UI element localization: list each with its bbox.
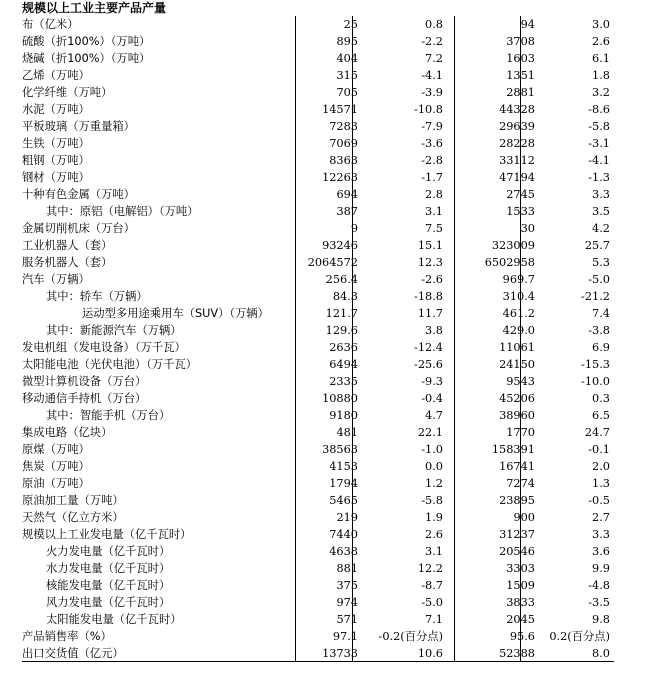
cumulative-value-cell: 9543 (506, 375, 535, 388)
column-divider (295, 16, 296, 662)
cumulative-value-cell: 429.0 (502, 324, 535, 337)
table-row (22, 407, 614, 424)
current-month-growth-cell: 1.2 (425, 477, 443, 490)
current-month-growth-cell: 2.6 (425, 528, 443, 541)
table-row (22, 594, 614, 611)
cumulative-value-cell: 7274 (506, 477, 535, 490)
cumulative-value-cell: 2881 (506, 86, 535, 99)
product-name-cell: 火力发电量（亿千瓦时） (46, 545, 171, 558)
current-month-value-cell: 93246 (322, 239, 358, 252)
cumulative-growth-cell: -5.8 (588, 120, 610, 133)
product-name-cell: 金属切削机床（万台） (22, 222, 135, 235)
current-month-value-cell: 1794 (329, 477, 358, 490)
table-row (22, 611, 614, 628)
current-month-value-cell: 9 (350, 222, 358, 235)
cumulative-growth-cell: 5.3 (592, 256, 610, 269)
current-month-growth-cell: -18.8 (414, 290, 443, 303)
cumulative-value-cell: 29639 (499, 120, 535, 133)
cumulative-growth-cell: -8.6 (588, 103, 610, 116)
product-name-cell: 十种有色金属（万吨） (22, 188, 135, 201)
cumulative-value-cell: 3833 (506, 596, 535, 609)
product-name-cell: 其中：原铝（电解铝）（万吨） (46, 205, 199, 218)
table-row (22, 424, 614, 441)
cumulative-growth-cell: 24.7 (584, 426, 610, 439)
cumulative-value-cell: 23895 (499, 494, 535, 507)
cumulative-value-cell: 47194 (499, 171, 535, 184)
product-name-cell: 化学纤维（万吨） (22, 86, 113, 99)
cumulative-growth-cell: 3.3 (592, 528, 610, 541)
cumulative-growth-cell: 3.5 (592, 205, 610, 218)
cumulative-growth-cell: 25.7 (584, 239, 610, 252)
cumulative-growth-cell: -3.1 (588, 137, 610, 150)
current-month-growth-cell: 7.2 (425, 52, 443, 65)
table-row (22, 152, 614, 169)
product-name-cell: 太阳能发电量（亿千瓦时） (46, 613, 182, 626)
product-name-cell: 服务机器人（套） (22, 256, 113, 269)
current-month-growth-cell: 15.1 (417, 239, 443, 252)
cumulative-value-cell: 1770 (506, 426, 535, 439)
product-name-cell: 规模以上工业发电量（亿千瓦时） (22, 528, 192, 541)
cumulative-value-cell: 30 (520, 222, 535, 235)
table-row (22, 50, 614, 67)
current-month-value-cell: 7283 (329, 120, 358, 133)
product-name-cell: 乙烯（万吨） (22, 69, 90, 82)
product-name-cell: 天然气（亿立方米） (22, 511, 124, 524)
current-month-growth-cell: -1.7 (421, 171, 443, 184)
current-month-value-cell: 6494 (329, 358, 358, 371)
table-row (22, 526, 614, 543)
cumulative-growth-cell: -5.0 (588, 273, 610, 286)
product-name-cell: 焦炭（万吨） (22, 460, 90, 473)
cumulative-growth-cell: 7.4 (592, 307, 610, 320)
cumulative-value-cell: 38960 (499, 409, 535, 422)
product-name-cell: 其中：智能手机（万台） (46, 409, 171, 422)
current-month-value-cell: 38563 (322, 443, 358, 456)
current-month-value-cell: 4153 (329, 460, 358, 473)
cumulative-growth-cell: -4.1 (588, 154, 610, 167)
table-row (22, 441, 614, 458)
table-bottom-border (22, 661, 614, 662)
current-month-growth-cell: -4.1 (421, 69, 443, 82)
cumulative-value-cell: 28228 (499, 137, 535, 150)
current-month-growth-cell: 1.9 (425, 511, 443, 524)
current-month-value-cell: 14571 (322, 103, 358, 116)
cumulative-value-cell: 3303 (506, 562, 535, 575)
product-name-cell: 其中：轿车（万辆） (46, 290, 148, 303)
current-month-value-cell: 571 (336, 613, 358, 626)
current-month-growth-cell: -1.0 (421, 443, 443, 456)
product-name-cell: 集成电路（亿块） (22, 426, 113, 439)
cumulative-growth-cell: 6.5 (592, 409, 610, 422)
cumulative-value-cell: 6502958 (484, 256, 535, 269)
product-name-cell: 生铁（万吨） (22, 137, 90, 150)
product-name-cell: 烧碱（折100%）（万吨） (22, 52, 151, 65)
table-row (22, 101, 614, 118)
current-month-growth-cell: -9.3 (421, 375, 443, 388)
cumulative-growth-cell: 3.0 (592, 18, 610, 31)
cumulative-growth-cell: 8.0 (592, 647, 610, 660)
table-row (22, 186, 614, 203)
column-divider (352, 16, 353, 662)
product-name-cell: 硫酸（折100%）（万吨） (22, 35, 151, 48)
current-month-value-cell: 2636 (329, 341, 358, 354)
current-month-value-cell: 9180 (329, 409, 358, 422)
cumulative-value-cell: 1533 (506, 205, 535, 218)
current-month-value-cell: 25 (343, 18, 358, 31)
product-name-cell: 移动通信手持机（万台） (22, 392, 147, 405)
current-month-growth-cell: 7.1 (425, 613, 443, 626)
cumulative-growth-cell: -0.5 (588, 494, 610, 507)
cumulative-value-cell: 95.6 (509, 630, 535, 643)
current-month-growth-cell: 3.8 (425, 324, 443, 337)
cumulative-value-cell: 3708 (506, 35, 535, 48)
current-month-value-cell: 705 (336, 86, 358, 99)
cumulative-value-cell: 31237 (499, 528, 535, 541)
current-month-growth-cell: 12.3 (417, 256, 443, 269)
current-month-value-cell: 256.4 (325, 273, 358, 286)
table-row (22, 577, 614, 594)
current-month-growth-cell: -2.8 (421, 154, 443, 167)
product-name-cell: 水力发电量（亿千瓦时） (46, 562, 171, 575)
cumulative-growth-cell: 2.7 (592, 511, 610, 524)
cumulative-value-cell: 323009 (491, 239, 535, 252)
table-row (22, 135, 614, 152)
table-row (22, 237, 614, 254)
current-month-value-cell: 974 (336, 596, 358, 609)
current-month-value-cell: 404 (336, 52, 358, 65)
cumulative-growth-cell: -21.2 (581, 290, 610, 303)
cumulative-value-cell: 11061 (499, 341, 535, 354)
current-month-growth-cell: -7.9 (421, 120, 443, 133)
current-month-value-cell: 121.7 (325, 307, 358, 320)
current-month-growth-cell: 0.0 (425, 460, 443, 473)
current-month-growth-cell: -0.2(百分点) (378, 630, 443, 643)
product-name-cell: 太阳能电池（光伏电池）（万千瓦） (22, 358, 198, 371)
cumulative-growth-cell: 3.3 (592, 188, 610, 201)
cumulative-growth-cell: 9.8 (592, 613, 610, 626)
table-row (22, 645, 614, 662)
cumulative-value-cell: 45206 (499, 392, 535, 405)
current-month-value-cell: 129.6 (325, 324, 358, 337)
cumulative-growth-cell: -4.8 (588, 579, 610, 592)
cumulative-value-cell: 2045 (506, 613, 535, 626)
table-row (22, 509, 614, 526)
current-month-growth-cell: 10.6 (417, 647, 443, 660)
cumulative-growth-cell: -3.8 (588, 324, 610, 337)
cumulative-growth-cell: -10.0 (581, 375, 610, 388)
cumulative-value-cell: 900 (513, 511, 535, 524)
current-month-value-cell: 219 (336, 511, 358, 524)
table-row (22, 118, 614, 135)
product-name-cell: 粗钢（万吨） (22, 154, 90, 167)
product-name-cell: 原油加工量（万吨） (22, 494, 124, 507)
cumulative-value-cell: 1509 (506, 579, 535, 592)
table-row (22, 16, 614, 33)
cumulative-growth-cell: 0.3 (592, 392, 610, 405)
table-row (22, 67, 614, 84)
product-name-cell: 水泥（万吨） (22, 103, 90, 116)
current-month-value-cell: 2064572 (307, 256, 358, 269)
cumulative-value-cell: 94 (520, 18, 535, 31)
cumulative-value-cell: 1351 (506, 69, 535, 82)
table-row (22, 492, 614, 509)
current-month-growth-cell: -5.8 (421, 494, 443, 507)
table-row (22, 220, 614, 237)
current-month-value-cell: 2335 (329, 375, 358, 388)
current-month-growth-cell: -0.4 (421, 392, 443, 405)
cumulative-value-cell: 310.4 (502, 290, 535, 303)
cumulative-growth-cell: 0.2(百分点) (549, 630, 610, 643)
table-row (22, 543, 614, 560)
cumulative-value-cell: 33112 (499, 154, 535, 167)
table-row (22, 169, 614, 186)
current-month-growth-cell: -2.2 (421, 35, 443, 48)
product-name-cell: 运动型多用途乘用车（SUV）（万辆） (82, 307, 269, 320)
current-month-value-cell: 84.3 (332, 290, 358, 303)
current-month-value-cell: 895 (336, 35, 358, 48)
table-row (22, 33, 614, 50)
current-month-value-cell: 481 (336, 426, 358, 439)
current-month-growth-cell: -12.4 (414, 341, 443, 354)
product-name-cell: 其中：新能源汽车（万辆） (46, 324, 182, 337)
cumulative-value-cell: 461.2 (502, 307, 535, 320)
table-row (22, 356, 614, 373)
current-month-value-cell: 7069 (329, 137, 358, 150)
current-month-value-cell: 97.1 (332, 630, 358, 643)
cumulative-growth-cell: -0.1 (588, 443, 610, 456)
table-row (22, 84, 614, 101)
product-name-cell: 风力发电量（亿千瓦时） (46, 596, 171, 609)
cumulative-value-cell: 16741 (499, 460, 535, 473)
table-row (22, 373, 614, 390)
current-month-value-cell: 12263 (322, 171, 358, 184)
cumulative-value-cell: 20546 (499, 545, 535, 558)
cumulative-growth-cell: 2.0 (592, 460, 610, 473)
product-name-cell: 原煤（万吨） (22, 443, 90, 456)
current-month-value-cell: 10880 (322, 392, 358, 405)
current-month-value-cell: 375 (336, 579, 358, 592)
product-name-cell: 汽车（万辆） (22, 273, 90, 286)
cumulative-growth-cell: 1.3 (592, 477, 610, 490)
current-month-growth-cell: 4.7 (425, 409, 443, 422)
cumulative-value-cell: 44328 (499, 103, 535, 116)
cumulative-growth-cell: 2.6 (592, 35, 610, 48)
table-row (22, 475, 614, 492)
table-row (22, 271, 614, 288)
cumulative-value-cell: 24150 (499, 358, 535, 371)
cumulative-growth-cell: 9.9 (592, 562, 610, 575)
production-table (22, 16, 614, 662)
table-row (22, 560, 614, 577)
table-row (22, 390, 614, 407)
cumulative-value-cell: 2745 (506, 188, 535, 201)
table-row (22, 203, 614, 220)
product-name-cell: 布（亿米） (22, 18, 79, 31)
table-row (22, 339, 614, 356)
column-divider (454, 16, 455, 662)
table-row (22, 254, 614, 271)
current-month-growth-cell: -3.6 (421, 137, 443, 150)
cumulative-growth-cell: -3.5 (588, 596, 610, 609)
current-month-value-cell: 881 (336, 562, 358, 575)
table-row (22, 628, 614, 645)
current-month-growth-cell: -8.7 (421, 579, 443, 592)
cumulative-value-cell: 158391 (491, 443, 535, 456)
product-name-cell: 微型计算机设备（万台） (22, 375, 147, 388)
current-month-value-cell: 387 (336, 205, 358, 218)
current-month-growth-cell: -3.9 (421, 86, 443, 99)
current-month-growth-cell: 11.7 (417, 307, 443, 320)
current-month-growth-cell: 7.5 (425, 222, 443, 235)
current-month-value-cell: 8363 (329, 154, 358, 167)
table-title: 规模以上工业主要产品产量 (22, 1, 167, 15)
current-month-value-cell: 315 (336, 69, 358, 82)
current-month-value-cell: 694 (336, 188, 358, 201)
cumulative-value-cell: 1603 (506, 52, 535, 65)
product-name-cell: 工业机器人（套） (22, 239, 113, 252)
current-month-growth-cell: -5.0 (421, 596, 443, 609)
current-month-growth-cell: 22.1 (417, 426, 443, 439)
current-month-growth-cell: 3.1 (425, 545, 443, 558)
product-name-cell: 出口交货值（亿元） (22, 647, 124, 660)
cumulative-growth-cell: 3.6 (592, 545, 610, 558)
table-row (22, 458, 614, 475)
current-month-growth-cell: -25.6 (414, 358, 443, 371)
cumulative-growth-cell: -1.3 (588, 171, 610, 184)
product-name-cell: 发电机组（发电设备）（万千瓦） (22, 341, 186, 354)
current-month-growth-cell: 0.8 (425, 18, 443, 31)
product-name-cell: 钢材（万吨） (22, 171, 90, 184)
current-month-growth-cell: 3.1 (425, 205, 443, 218)
product-name-cell: 原油（万吨） (22, 477, 90, 490)
cumulative-value-cell: 969.7 (502, 273, 535, 286)
cumulative-growth-cell: -15.3 (581, 358, 610, 371)
table-row (22, 322, 614, 339)
cumulative-growth-cell: 1.8 (592, 69, 610, 82)
current-month-value-cell: 13733 (322, 647, 358, 660)
product-name-cell: 平板玻璃（万重量箱） (22, 120, 135, 133)
table-row (22, 288, 614, 305)
current-month-growth-cell: -10.8 (414, 103, 443, 116)
cumulative-growth-cell: 6.1 (592, 52, 610, 65)
column-divider (520, 16, 521, 662)
table-row (22, 305, 614, 322)
current-month-growth-cell: -2.6 (421, 273, 443, 286)
current-month-value-cell: 5465 (329, 494, 358, 507)
current-month-value-cell: 4638 (329, 545, 358, 558)
current-month-growth-cell: 12.2 (417, 562, 443, 575)
product-name-cell: 产品销售率（%） (22, 630, 112, 643)
current-month-value-cell: 7440 (329, 528, 358, 541)
product-name-cell: 核能发电量（亿千瓦时） (46, 579, 171, 592)
cumulative-growth-cell: 6.9 (592, 341, 610, 354)
cumulative-value-cell: 52388 (499, 647, 535, 660)
current-month-growth-cell: 2.8 (425, 188, 443, 201)
cumulative-growth-cell: 3.2 (592, 86, 610, 99)
cumulative-growth-cell: 4.2 (592, 222, 610, 235)
